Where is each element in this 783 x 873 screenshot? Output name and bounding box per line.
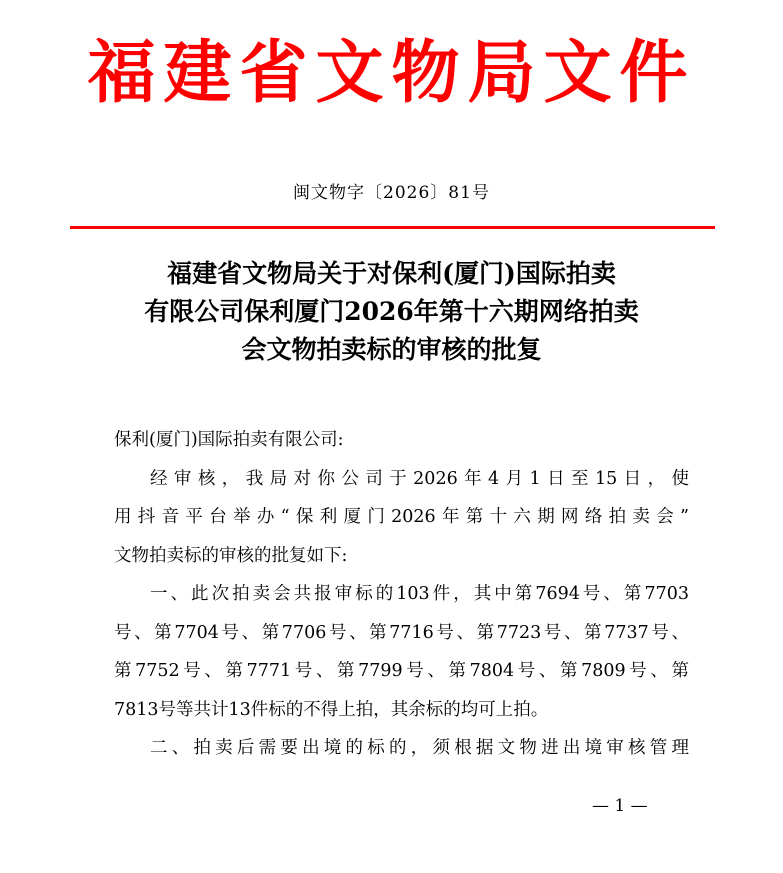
red-divider-rule	[70, 226, 715, 229]
addressee: 保利(厦门)国际拍卖有限公司:	[114, 430, 344, 450]
document-number: 闽文物字〔2026〕81号	[293, 183, 490, 203]
document-body	[114, 421, 689, 768]
paragraph-intro-line: 用抖音平台举办“保利厦门2026年第十六期网络拍卖会”	[114, 507, 689, 527]
document-title	[0, 255, 783, 369]
paragraph-one-line: 号、第7704号、第7706号、第7716号、第7723号、第7737号、	[114, 622, 689, 643]
title-line: 福建省文物局关于对保利(厦门)国际拍卖	[167, 259, 616, 288]
title-line: 有限公司保利厦门2026年第十六期网络拍卖	[144, 297, 639, 326]
paragraph-one-line: 第7752号、第7771号、第7799号、第7804号、第7809号、第	[114, 661, 689, 681]
paragraph-intro-line: 经审核，我局对你公司于2026年4月1日至15日，使	[150, 468, 689, 489]
paragraph-one-line: 一、此次拍卖会共报审标的103件，其中第7694号、第7703	[150, 584, 689, 604]
paragraph-two-line: 二、拍卖后需要出境的标的，须根据文物进出境审核管理	[150, 738, 689, 758]
page-number: — 1 —	[592, 796, 648, 816]
paragraph-intro-line: 文物拍卖标的审核的批复如下:	[114, 545, 348, 566]
masthead-title: 福建省文物局文件	[87, 33, 696, 113]
paragraph-one-line: 7813号等共计13件标的不得上拍，其余标的均可上拍。	[114, 699, 549, 720]
title-line: 会文物拍卖标的审核的批复	[241, 335, 542, 364]
